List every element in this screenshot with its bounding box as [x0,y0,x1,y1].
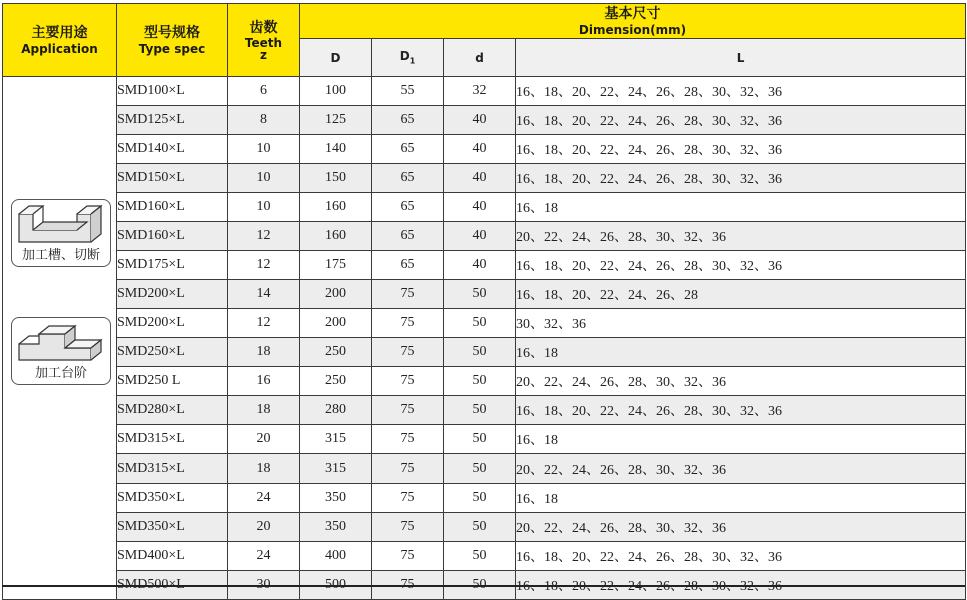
dimension-d-cell: 50 [444,280,516,309]
table-row [3,164,966,193]
table-row [3,425,966,454]
dimension-D-cell: 400 [300,542,372,571]
length-L-cell: 16、18 [516,484,966,513]
type-spec-cell: SMD250 L [117,367,228,396]
application-cell [3,77,117,600]
type-spec-cell: SMD350×L [117,513,228,542]
teeth-cell: 18 [228,338,300,367]
header-dimension-en: Dimension(mm) [578,22,687,37]
dimension-D-cell: 160 [300,193,372,222]
header-application [3,4,117,77]
dimension-d-cell: 50 [444,513,516,542]
table-body [3,77,966,600]
dimension-d-cell: 50 [444,425,516,454]
dimension-d-cell: 40 [444,193,516,222]
type-spec-cell: SMD100×L [117,77,228,106]
dimension-D1-cell: 75 [372,338,444,367]
dimension-D1-cell: 75 [372,367,444,396]
header-dimension [300,4,966,39]
teeth-cell: 6 [228,77,300,106]
header-teeth-symbol: z [260,47,267,62]
type-spec-cell: SMD400×L [117,542,228,571]
header-type-en: Type spec [138,41,206,56]
dimension-D1-cell: 75 [372,309,444,338]
table-row [3,484,966,513]
dimension-D-cell: 160 [300,222,372,251]
dimension-D-cell: 200 [300,309,372,338]
header-application-cn: 主要用途 [31,24,88,41]
type-spec-cell: SMD250×L [117,338,228,367]
teeth-cell: 10 [228,135,300,164]
teeth-cell: 10 [228,164,300,193]
dimension-D1-cell: 65 [372,106,444,135]
length-L-cell: 16、18、20、22、24、26、28、30、32、36 [516,106,966,135]
bottom-rule [2,585,965,587]
col-header-D: D [300,39,372,77]
teeth-cell: 20 [228,513,300,542]
table-row [3,338,966,367]
spec-table [2,3,966,600]
type-spec-cell: SMD315×L [117,425,228,454]
dimension-D1-cell: 75 [372,454,444,484]
dimension-d-cell: 40 [444,222,516,251]
dimension-d-cell: 50 [444,338,516,367]
dimension-D1-cell: 75 [372,280,444,309]
step-machining-icon [15,320,107,366]
col-header-d: d [444,39,516,77]
dimension-d-cell: 40 [444,106,516,135]
length-L-cell: 20、22、24、26、28、30、32、36 [516,513,966,542]
dimension-D1-cell: 75 [372,513,444,542]
type-spec-cell: SMD200×L [117,280,228,309]
dimension-D1-cell: 55 [372,77,444,106]
dimension-d-cell: 40 [444,251,516,280]
table-row [3,367,966,396]
table-row [3,396,966,425]
application-card-groove [11,199,111,267]
teeth-cell: 10 [228,193,300,222]
dimension-D-cell: 250 [300,338,372,367]
dimension-D1-cell: 75 [372,425,444,454]
length-L-cell: 30、32、36 [516,309,966,338]
length-L-cell: 20、22、24、26、28、30、32、36 [516,222,966,251]
teeth-cell: 12 [228,222,300,251]
header-teeth-en: Teeth [244,35,283,50]
length-L-cell: 16、18、20、22、24、26、28、30、32、36 [516,542,966,571]
dimension-D-cell: 175 [300,251,372,280]
dimension-D-cell: 250 [300,367,372,396]
dimension-D-cell: 350 [300,513,372,542]
length-L-cell: 16、18、20、22、24、26、28、30、32、36 [516,396,966,425]
teeth-cell: 20 [228,425,300,454]
dimension-D-cell: 125 [300,106,372,135]
table-row [3,77,966,106]
teeth-cell: 18 [228,454,300,484]
length-L-cell: 16、18 [516,338,966,367]
dimension-D1-cell: 65 [372,135,444,164]
table-row [3,454,966,484]
application-card-step [11,317,111,385]
dimension-d-cell: 40 [444,164,516,193]
dimension-D1-cell: 75 [372,484,444,513]
dimension-D-cell: 140 [300,135,372,164]
dimension-D-cell: 350 [300,484,372,513]
teeth-cell: 12 [228,309,300,338]
length-L-cell: 16、18、20、22、24、26、28 [516,280,966,309]
teeth-cell: 14 [228,280,300,309]
dimension-D-cell: 100 [300,77,372,106]
dimension-d-cell: 50 [444,309,516,338]
type-spec-cell: SMD140×L [117,135,228,164]
header-dimension-cn: 基本尺寸 [604,5,661,22]
teeth-cell: 18 [228,396,300,425]
table-row [3,542,966,571]
type-spec-cell: SMD175×L [117,251,228,280]
length-L-cell: 16、18、20、22、24、26、28、30、32、36 [516,251,966,280]
type-spec-cell: SMD315×L [117,454,228,484]
table-row [3,135,966,164]
dimension-D-cell: 315 [300,454,372,484]
application-label-step: 加工台阶 [34,366,87,381]
header-type-spec [117,4,228,77]
type-spec-cell: SMD280×L [117,396,228,425]
dimension-d-cell: 50 [444,454,516,484]
dimension-d-cell: 50 [444,542,516,571]
header-teeth-cn: 齿数 [249,19,278,36]
type-spec-cell: SMD125×L [117,106,228,135]
header-type-cn: 型号规格 [144,24,200,41]
type-spec-cell: SMD160×L [117,222,228,251]
table-row [3,106,966,135]
teeth-cell: 16 [228,367,300,396]
dimension-D1-cell: 65 [372,222,444,251]
header-teeth [228,4,300,77]
table-row [3,193,966,222]
type-spec-cell: SMD160×L [117,193,228,222]
length-L-cell: 16、18 [516,425,966,454]
col-header-D1-sub: 1 [409,56,416,66]
dimension-D1-cell: 65 [372,193,444,222]
type-spec-cell: SMD200×L [117,309,228,338]
teeth-cell: 8 [228,106,300,135]
dimension-d-cell: 50 [444,484,516,513]
table-row [3,513,966,542]
dimension-D1-cell: 65 [372,251,444,280]
teeth-cell: 12 [228,251,300,280]
dimension-d-cell: 50 [444,396,516,425]
dimension-D1-cell: 75 [372,396,444,425]
length-L-cell: 16、18 [516,193,966,222]
length-L-cell: 20、22、24、26、28、30、32、36 [516,454,966,484]
type-spec-cell: SMD150×L [117,164,228,193]
type-spec-cell: SMD350×L [117,484,228,513]
dimension-d-cell: 50 [444,367,516,396]
dimension-D1-cell: 75 [372,542,444,571]
header-application-en: Application [21,41,98,56]
dimension-D1-cell: 65 [372,164,444,193]
table-row [3,251,966,280]
col-header-D1 [372,39,444,77]
table-row [3,280,966,309]
dimension-D-cell: 150 [300,164,372,193]
teeth-cell: 24 [228,542,300,571]
dimension-D-cell: 315 [300,425,372,454]
length-L-cell: 16、18、20、22、24、26、28、30、32、36 [516,135,966,164]
dimension-D-cell: 200 [300,280,372,309]
dimension-D-cell: 280 [300,396,372,425]
dimension-d-cell: 40 [444,135,516,164]
col-header-D1-base: D [399,49,410,64]
application-label-groove: 加工槽、切断 [21,248,100,263]
length-L-cell: 16、18、20、22、24、26、28、30、32、36 [516,164,966,193]
table-row [3,222,966,251]
table-row [3,309,966,338]
teeth-cell: 24 [228,484,300,513]
col-header-L: L [516,39,966,77]
dimension-d-cell: 32 [444,77,516,106]
length-L-cell: 20、22、24、26、28、30、32、36 [516,367,966,396]
groove-cutting-icon [15,202,107,248]
length-L-cell: 16、18、20、22、24、26、28、30、32、36 [516,77,966,106]
